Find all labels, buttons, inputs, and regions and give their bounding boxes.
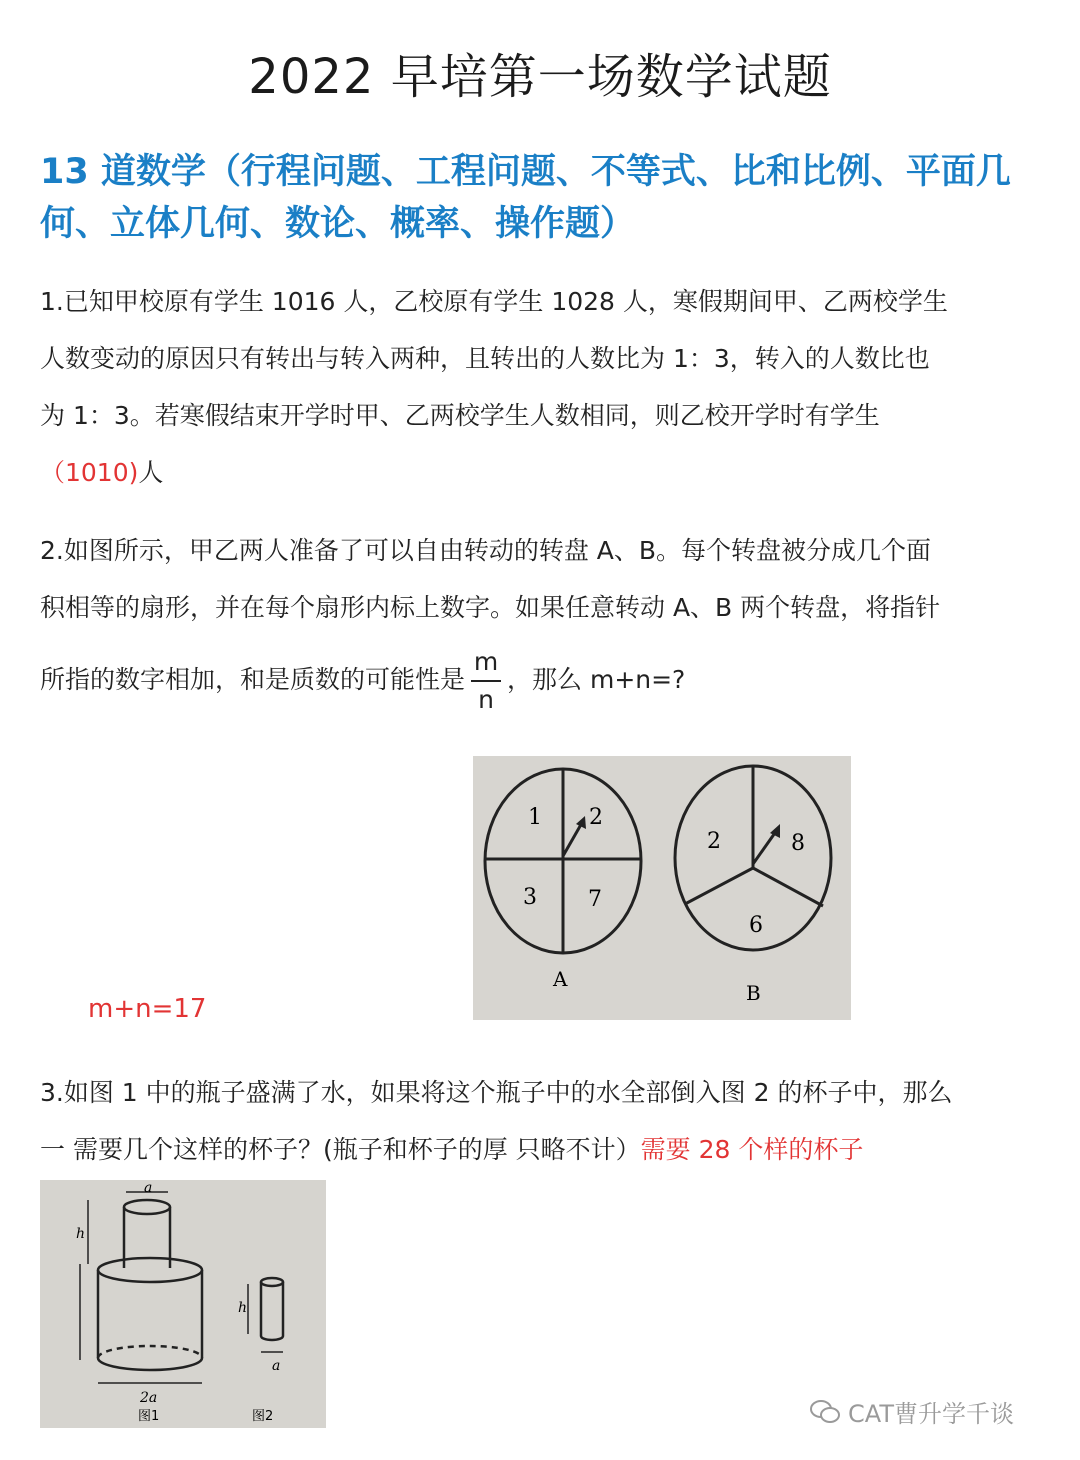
question-3	[40, 1064, 1060, 1178]
q1-line-2: 人数变动的原因只有转出与转入两种，且转出的人数比为 1：3，转入的人数比也	[40, 344, 930, 373]
q1-line-1: 1.已知甲校原有学生 1016 人，乙校原有学生 1028 人，寒假期间甲、乙两校学生	[40, 287, 948, 316]
wheel-a-number-2: 2	[589, 805, 603, 830]
q2-answer: m+n=17	[88, 994, 207, 1024]
wheel-b-label: B	[746, 981, 761, 1005]
cup-d-label: a	[272, 1358, 281, 1374]
pointer-a	[563, 821, 583, 856]
bottle	[98, 1200, 202, 1370]
q1-unit: 人	[138, 458, 164, 487]
dim-top-label: a	[144, 1180, 153, 1196]
bottle-cup-diagram	[40, 1180, 326, 1428]
wheel-b-number-1: 2	[707, 829, 721, 854]
q3-line-2: 一 需要几个这样的杯子？(瓶子和杯子的厚 只略不计）需要 28 个样的杯子	[40, 1135, 864, 1164]
wheel-b-number-2: 8	[791, 831, 805, 856]
spinner-figure	[473, 756, 851, 1020]
wheel-a	[485, 769, 641, 991]
fraction-bar	[471, 680, 501, 682]
question-1	[40, 273, 1060, 501]
watermark-text: CAT曹升学千谈	[848, 1400, 1014, 1428]
wheel-a-label: A	[553, 967, 568, 991]
wechat-icon	[810, 1399, 840, 1425]
wheel-b	[675, 766, 831, 1005]
bottle-cup-figure	[40, 1180, 326, 1428]
q2-fraction	[471, 646, 501, 716]
watermark	[810, 1394, 1014, 1429]
q1-answer-line	[40, 444, 1060, 501]
dim-bottom-label: 2a	[140, 1390, 158, 1406]
cup-dimensions	[248, 1284, 283, 1352]
q2-line-2: 积相等的扇形，并在每个扇形内标上数字。如果任意转动 A、B 两个转盘，将指针	[40, 593, 941, 622]
wheel-a-number-3: 3	[523, 885, 537, 910]
q1-answer: （1010)	[40, 458, 139, 487]
q3-answer: 需要 28 个样的杯子	[640, 1135, 864, 1164]
fig1-label: 图1	[138, 1409, 160, 1424]
page-title: 2022 早培第一场数学试题	[248, 49, 832, 105]
fraction-denominator: n	[478, 685, 494, 714]
question-2	[40, 522, 1060, 716]
dim-h-label: h	[76, 1226, 86, 1242]
cup-h-label: h	[238, 1300, 248, 1316]
wheel-a-number-4: 7	[588, 887, 602, 912]
pointer-b	[753, 830, 777, 864]
spinner-diagram	[473, 756, 851, 1020]
fig2-label: 图2	[252, 1409, 274, 1424]
cup	[261, 1278, 283, 1340]
q2-line-1: 2.如图所示，甲乙两人准备了可以自由转动的转盘 A、B。每个转盘被分成几个面	[40, 536, 932, 565]
q2-line-3: 所指的数字相加，和是质数的可能性是 $\frac{m}{n}$ ，那么 m+n=?	[40, 647, 686, 714]
q3-line-1: 3.如图 1 中的瓶子盛满了水，如果将这个瓶子中的水全部倒入图 2 的杯子中，那么	[40, 1078, 953, 1107]
wheel-a-number-1: 1	[528, 805, 542, 830]
q1-line-3: 为 1：3。若寒假结束开学时甲、乙两校学生人数相同，则乙校开学时有学生	[40, 401, 880, 430]
fraction-numerator: m	[473, 647, 499, 676]
section-subtitle: 13 道数学（行程问题、工程问题、不等式、比和比例、平面几何、立体几何、数论、概率、操作题）	[40, 152, 1011, 244]
wheel-b-number-3: 6	[749, 913, 763, 938]
